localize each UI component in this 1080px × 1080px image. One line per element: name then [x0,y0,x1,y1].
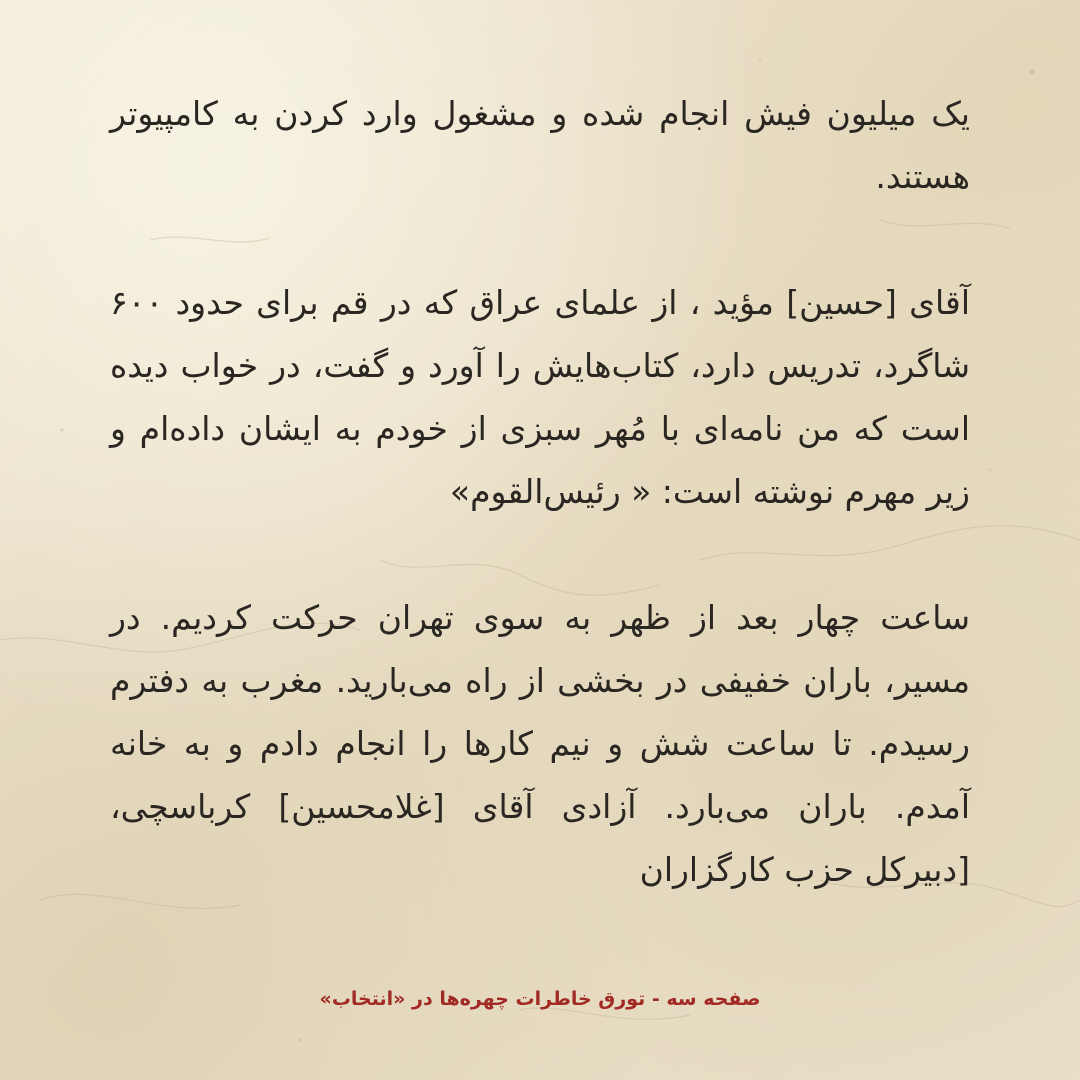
article-body [110,82,970,962]
paragraph-gap [110,523,970,586]
paragraph-1: یک میلیون فیش انجام شده و مشغول وارد کردن به کامپیوتر هستند. [110,94,970,196]
paragraph-3: ساعت چهار بعد از ظهر به سوی تهران حرکت کردیم. در مسیر، باران خفیفی در بخشی از راه می‌بارید. مغرب به دفترم رسیدم. تا ساعت شش و نیم کارها را انجام دادم و به خانه آمدم. باران می‌بارد. آزادی آقای [غلامحسین] کرباسچی، [دبیرکل حزب کارگزاران [110,598,970,889]
footer-caption: صفحه سه - تورق خاطرات چهره‌ها در «انتخاب» [319,988,761,1010]
paragraph-gap [110,208,970,271]
paragraph-2: آقای [حسین] مؤید ، از علمای عراق که در قم برای حدود ۶۰۰ شاگرد، تدریس دارد، کتاب‌هایش را آورد و گفت، در خواب دیده است که من نامه‌ای با مُهر سبزی از خودم به ایشان داده‌ام و زیر مهرم نوشته است: « رئیس‌القوم» [110,283,970,511]
